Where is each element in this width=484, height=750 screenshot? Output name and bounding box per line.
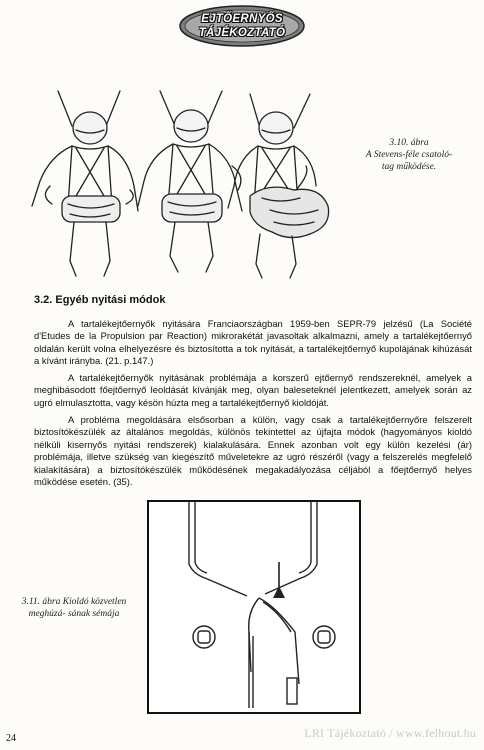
figure-3-11-frame <box>147 500 361 714</box>
figure-3-10-caption <box>349 137 469 173</box>
paragraph-text: A probléma megoldására elsősorban a külön, vagy csak a tartalékejtőernyőre felszerelt biztosítókészülék az általános megoldás, különös tekintettel az újfajta módok (hagyományos kioldó nélküli kisernyős nyitási rendszerek) kialakulására. Ennek azonban volt egy külön kezelési (ár) problémája, illetve szükség van kiegészítő műveletekre az ugró részéről (vagy a felszerelés megfelelő kialakítására) a biztosítókészülék működésének megakadályozása céljából a főejtőernyő helyes működése esetén. (35). <box>34 414 472 488</box>
figure-3-11-caption <box>14 596 134 620</box>
body-paragraph-3 <box>34 414 472 488</box>
header-line-2: TÁJÉKOZTATÓ <box>198 27 286 39</box>
figure-release-schematic <box>149 502 359 712</box>
parachutist-figure-1 <box>32 91 138 276</box>
figure-3-11-caption-line-1: Kioldó közvetlen meghúzá- <box>28 597 127 619</box>
figure-3-10-caption-line-1: A Stevens-féle csatoló- <box>365 150 453 160</box>
header-badge-shape <box>178 4 306 48</box>
figure-parachutists-illustration <box>10 86 340 286</box>
figure-3-11-number: 3.11. ábra <box>21 597 61 607</box>
parachutist-figure-3 <box>228 94 329 278</box>
paragraph-text: A tartalékejtőernyők nyitására Franciaországban 1959-ben SEPR-79 jelzésű (La Société d'Etudes de la Propulsion par Reaction) mikrorakétát javasoltak alkalmazni, amely a tartalékejtőernyő oldalán került volna elhelyezésre és biztosította a tok nyitását, a tartalékejtőernyő kupolájának kihúzását a kívánt irányba. (21. p.147.) <box>34 318 472 367</box>
footer-credit-watermark: LRI Tájékoztató / www.felhout.hu <box>304 726 476 740</box>
section-title: 3.2. Egyéb nyitási módok <box>34 294 166 306</box>
body-paragraph-2 <box>34 372 472 409</box>
page-number: 24 <box>6 733 16 744</box>
header-line-1: EJTŐERNYŐS <box>201 13 283 25</box>
page-header-badge <box>178 4 306 48</box>
figure-3-11-caption-line-2: sának sémája <box>67 609 120 619</box>
figure-3-10-caption-line-2: tag működése. <box>381 162 437 172</box>
parachutist-figure-2 <box>138 91 242 272</box>
paragraph-text: A tartalékejtőernyők nyitásának problémája a korszerű ejtőernyő rendszereknél, amelyek a meghibásodott főejtőernyő leoldását kívánják meg, olyan baleseteknél jelentkezett, amelyek során az ugró elmulasztotta, vagy késön húzta meg a tartalékejtőernyő kioldóját. <box>34 372 472 408</box>
figure-3-10-number: 3.10. ábra <box>389 138 429 148</box>
body-paragraph-1 <box>34 318 472 368</box>
